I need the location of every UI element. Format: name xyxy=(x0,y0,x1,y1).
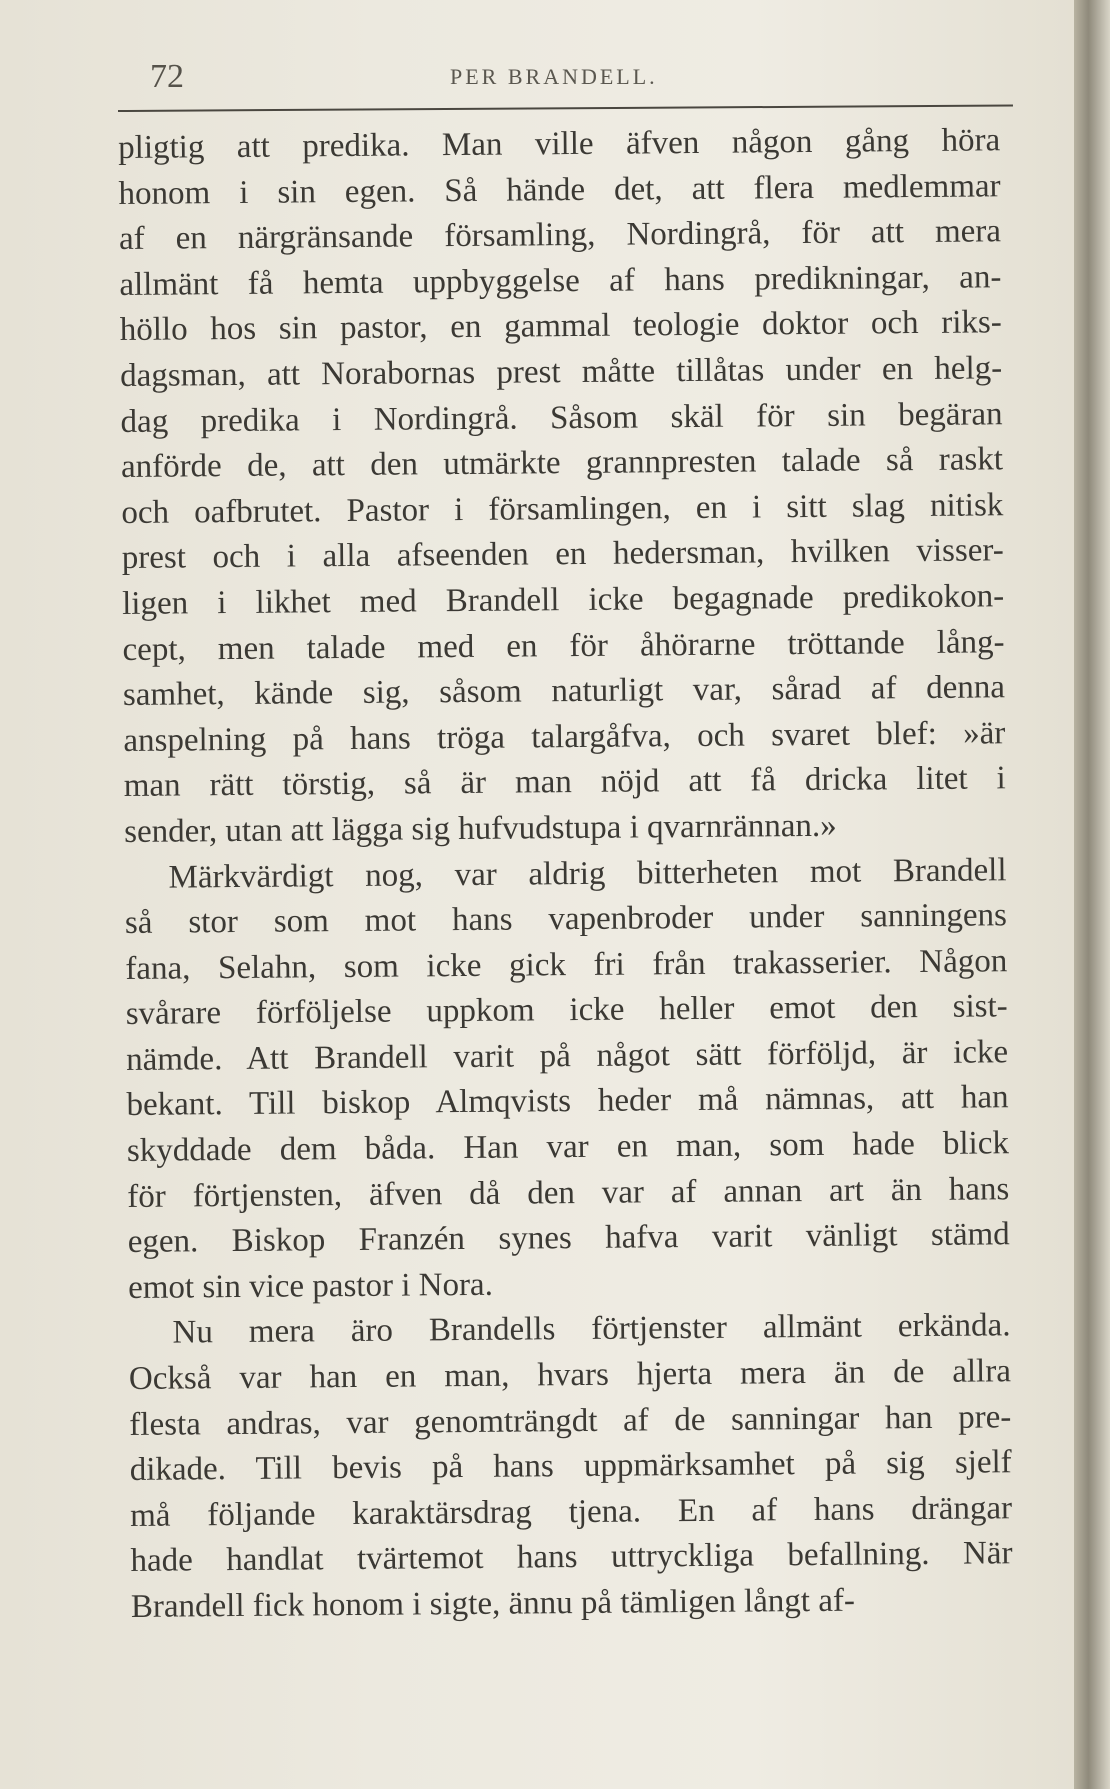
running-head: PER BRANDELL. xyxy=(450,64,658,89)
text-line: honom i sin egen. Så hände det, att flera medlemmar xyxy=(118,167,1001,212)
text-line: allmänt få hemta uppbyggelse af hans predikningar, an- xyxy=(119,259,1002,303)
text-line: pligtig att predika. Man ville äfven någon gång höra xyxy=(118,122,1001,166)
text-line: anspelning på hans tröga talargåfva, och svaret blef: »är xyxy=(123,714,1006,759)
text-line: prest och i alla afseenden en hedersman, hvilken visser- xyxy=(121,532,1004,577)
text-line: sender, utan att lägga sig hufvudstupa i qvarnrännan.» xyxy=(124,807,837,850)
text-line: Märkvärdigt nog, var aldrig bitterheten mot Brandell xyxy=(168,851,1007,896)
text-line: så stor som mot hans vapenbroder under sanningens xyxy=(124,897,1008,942)
text-line: flesta andras, var genomträngdt af de sanningar han pre- xyxy=(129,1398,1012,1443)
text-line: dag predika i Nordingrå. Såsom skäl för sin begäran xyxy=(120,395,1003,440)
text-line: Brandell fick honom i sigte, ännu på tämligen långt af- xyxy=(130,1582,856,1625)
text-line: dikade. Till bevis på hans uppmärksamhet på sig sjelf xyxy=(129,1444,1012,1489)
text-line: fana, Selahn, som icke gick fri från trakasserier. Någon xyxy=(125,942,1008,987)
text-line: egen. Biskop Franzén synes hafva varit vänligt stämd xyxy=(127,1216,1010,1261)
text-line: och oafbrutet. Pastor i församlingen, en i sitt slag nitisk xyxy=(121,487,1004,531)
header-rule xyxy=(118,105,1013,112)
text-line: Också var han en man, hvars hjerta mera än de allra xyxy=(128,1353,1012,1397)
text-line: ligen i likhet med Brandell icke begagnade predikokon- xyxy=(122,578,1005,622)
text-line: cept, men talade med en för åhörarne tröttande lång- xyxy=(122,623,1005,668)
text-line: dagsman, att Norabornas prest måtte tillåtas under en helg- xyxy=(120,350,1003,394)
text-line: emot sin vice pastor i Nora. xyxy=(127,1266,494,1306)
text-line: anförde de, att den utmärkte grannpresten talade så raskt xyxy=(120,441,1004,486)
text-line: för förtjensten, äfven då den var af annan art än hans xyxy=(127,1170,1010,1215)
text-line: af en närgränsande församling, Nordingrå, för att mera xyxy=(118,213,1002,258)
text-line: samhet, kände sig, såsom naturligt var, sårad af denna xyxy=(122,669,1006,714)
text-line: höllo hos sin pastor, en gammal teologie doktor och riks- xyxy=(119,304,1002,349)
text-line: skyddade dem båda. Han var en man, som hade blick xyxy=(126,1125,1010,1170)
page-number: 72 xyxy=(150,58,184,95)
text-line: svårare förföljelse uppkom icke heller emot den sist- xyxy=(125,988,1008,1033)
text-line: må följande karaktärsdrag tjena. En af hans drängar xyxy=(129,1490,1013,1534)
text-line: hade handlat tvärtemot hans uttryckliga befallning. När xyxy=(130,1535,1013,1580)
text-line: bekant. Till biskop Almqvists heder må nämnas, att han xyxy=(126,1079,1009,1124)
page-header xyxy=(150,58,1010,98)
text-line: Nu mera äro Brandells förtjenster allmänt erkända. xyxy=(172,1307,1011,1352)
binding-edge xyxy=(1074,0,1110,1789)
text-line: nämde. Att Brandell varit på något sätt förföljd, är icke xyxy=(125,1034,1009,1078)
body-text xyxy=(118,118,1013,1630)
text-line: man rätt törstig, så är man nöjd att få dricka litet i xyxy=(123,760,1006,805)
